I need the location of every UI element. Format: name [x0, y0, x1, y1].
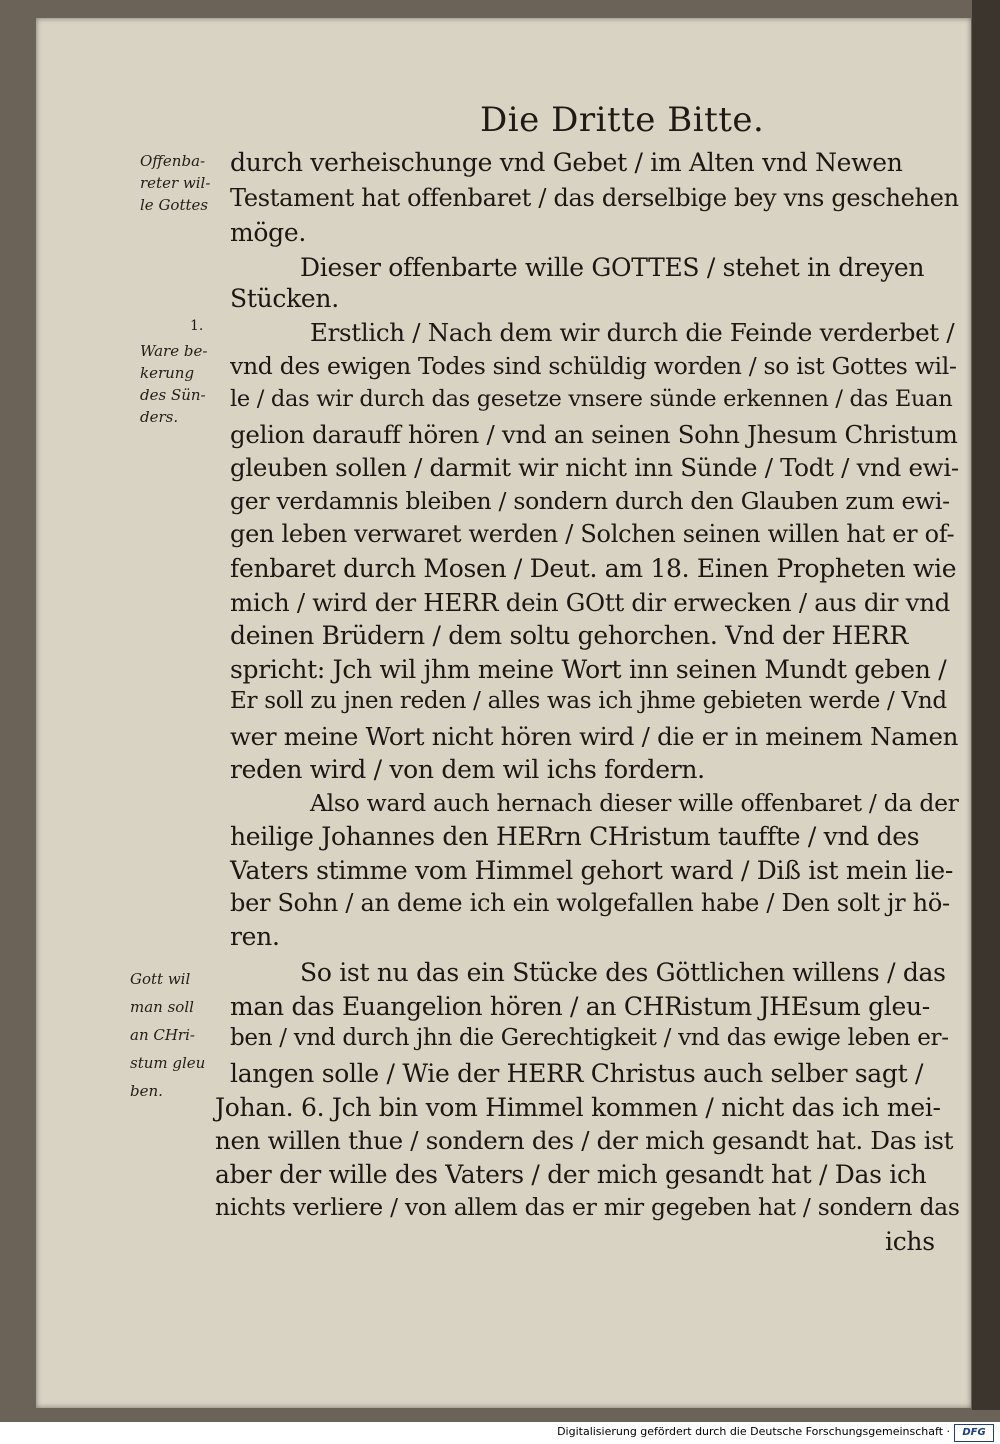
dfg-logo-icon: DFG: [954, 1424, 994, 1442]
text-line: ber Sohn / an deme ich ein wolgefallen habe / Den solt jr hö-: [230, 889, 950, 917]
text-line: heilige Johannes den HERrn CHristum tauffte / vnd des: [230, 822, 920, 851]
margin-note-line: reter wil-: [140, 174, 211, 192]
text-line: wer meine Wort nicht hören wird / die er in meinem Namen: [230, 722, 959, 751]
text-line: man das Euangelion hören / an CHRistum JHEsum gleu-: [230, 992, 930, 1021]
text-line: Testament hat offenbaret / das derselbige bey vns geschehen: [230, 184, 959, 212]
text-line: gleuben sollen / darmit wir nicht inn Sünde / Todt / vnd ewi-: [230, 453, 959, 482]
margin-note-number: 1.: [190, 318, 204, 334]
margin-note-line: man soll: [130, 998, 194, 1016]
margin-note-line: an CHri-: [130, 1026, 195, 1044]
text-line: So ist nu das ein Stücke des Göttlichen willens / das: [300, 958, 946, 987]
text-line: Er soll zu jnen reden / alles was ich jhme gebieten werde / Vnd: [230, 688, 947, 714]
running-head: Die Dritte Bitte.: [480, 100, 765, 140]
text-line: ben / vnd durch jhn die Gerechtigkeit / vnd das ewige leben er-: [230, 1025, 949, 1051]
text-line: mich / wird der HERR dein GOtt dir erwecken / aus dir vnd: [230, 588, 951, 617]
margin-note-2: [140, 340, 207, 428]
text-line: Also ward auch hernach dieser wille offenbaret / da der: [310, 789, 959, 817]
text-line: Dieser offenbarte wille GOTTES / stehet in dreyen: [300, 253, 925, 282]
text-line: le / das wir durch das gesetze vnsere sünde erkennen / das Euan: [230, 386, 953, 412]
text-line: nen willen thue / sondern des / der mich gesandt hat. Das ist: [215, 1126, 954, 1155]
margin-note-line: ders.: [140, 408, 179, 426]
margin-note-1: [140, 150, 210, 216]
text-line: möge.: [230, 218, 307, 247]
margin-note-line: ben.: [130, 1082, 163, 1100]
text-line: Erstlich / Nach dem wir durch die Feinde verderbet /: [310, 318, 955, 347]
margin-note-line: stum gleu: [130, 1054, 206, 1072]
text-line: nichts verliere / von allem das er mir gegeben hat / sondern das: [215, 1193, 960, 1221]
text-line: fenbaret durch Mosen / Deut. am 18. Einen Propheten wie: [230, 554, 957, 583]
text-line: Vaters stimme vom Himmel gehort ward / Diß ist mein lie-: [230, 856, 953, 885]
margin-note-line: Ware be-: [140, 342, 208, 360]
text-line: Johan. 6. Jch bin vom Himmel kommen / nicht das ich mei-: [215, 1093, 941, 1122]
text-line: spricht: Jch wil jhm meine Wort inn seinen Mundt geben /: [230, 655, 947, 684]
text-line: vnd des ewigen Todes sind schüldig worden / so ist Gottes wil-: [230, 352, 957, 380]
margin-note-line: des Sün-: [140, 386, 206, 404]
text-line: ger verdamnis bleiben / sondern durch den Glauben zum ewi-: [230, 487, 950, 515]
text-line: reden wird / von dem wil ichs fordern.: [230, 755, 705, 784]
text-line: langen solle / Wie der HERR Christus auch selber sagt /: [230, 1059, 924, 1088]
text-line: Stücken.: [230, 284, 339, 313]
page-edge: [972, 0, 1000, 1410]
margin-note-line: kerung: [140, 364, 195, 382]
margin-note-3: [130, 965, 205, 1105]
catchword: ichs: [885, 1227, 935, 1256]
text-line: durch verheischunge vnd Gebet / im Alten vnd Newen: [230, 148, 903, 177]
text-line: ren.: [230, 922, 280, 951]
margin-note-line: Gott wil: [130, 970, 191, 988]
margin-note-line: le Gottes: [140, 196, 209, 214]
margin-note-line: Offenba-: [140, 152, 206, 170]
digitization-footer: [0, 1422, 1000, 1444]
footer-credit: Digitalisierung gefördert durch die Deutsche Forschungsgemeinschaft ·: [557, 1425, 950, 1438]
text-line: gen leben verwaret werden / Solchen seinen willen hat er of-: [230, 520, 955, 548]
text-line: gelion darauff hören / vnd an seinen Sohn Jhesum Christum: [230, 420, 958, 449]
text-line: deinen Brüdern / dem soltu gehorchen. Vnd der HERR: [230, 621, 909, 650]
text-line: aber der wille des Vaters / der mich gesandt hat / Das ich: [215, 1160, 927, 1189]
